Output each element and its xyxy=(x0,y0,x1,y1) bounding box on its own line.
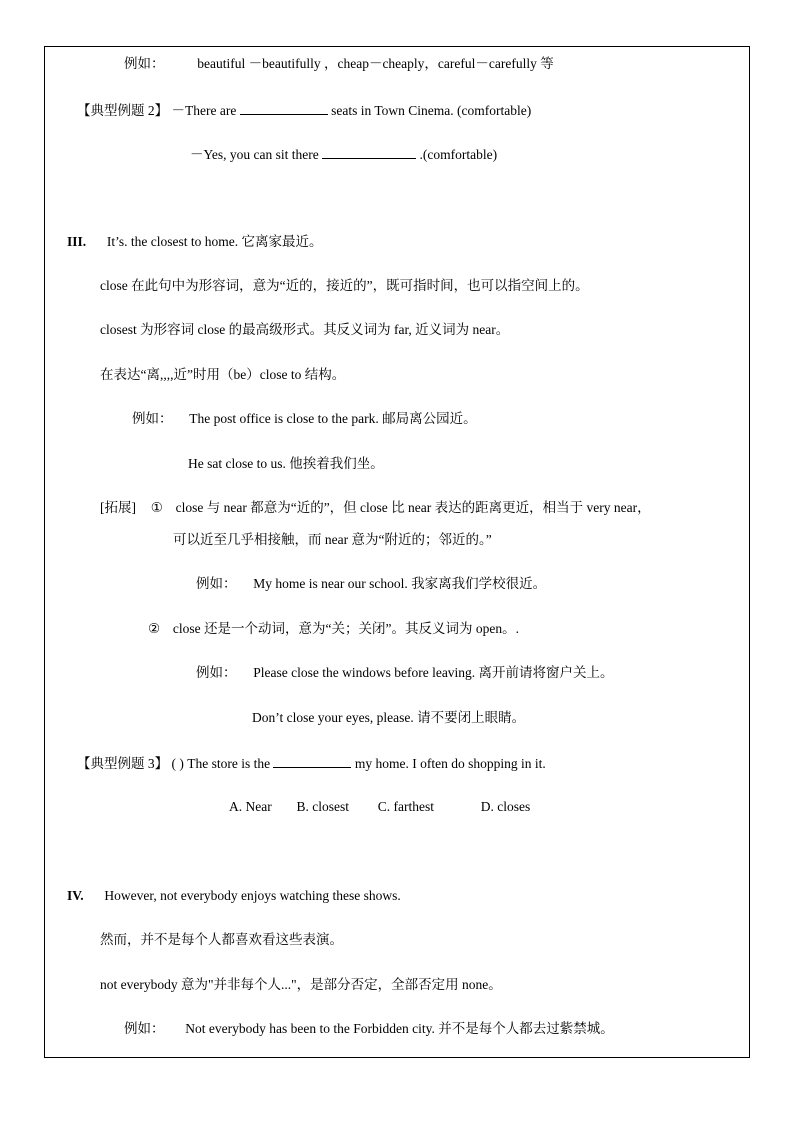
option-b[interactable]: B. closest xyxy=(296,799,349,814)
example-2-question: －There are xyxy=(171,103,237,118)
section-3-number: III. xyxy=(67,234,87,249)
typical-example-2 xyxy=(77,100,531,120)
example-2-label: 【典型例题 2】 xyxy=(77,103,169,118)
extension-2 xyxy=(148,620,519,638)
example-3-label: 【典型例题 3】 xyxy=(77,756,169,771)
section-3-example-1 xyxy=(132,410,477,428)
example-2-answer: －Yes, you can sit there xyxy=(190,147,319,162)
example-label: 例如： xyxy=(124,56,165,71)
content-frame xyxy=(44,46,750,1058)
answer-blank-2[interactable] xyxy=(322,144,416,159)
answer-blank-3[interactable] xyxy=(273,753,351,768)
example-label: 例如： xyxy=(132,411,173,426)
answer-blank-1[interactable] xyxy=(240,100,328,115)
typical-example-2-answer xyxy=(190,144,497,164)
option-d[interactable]: D. closes xyxy=(480,799,531,814)
extension-1-text: close 与 near 都意为“近的”，但 close 比 near 表达的距离更近，相当于 very near， xyxy=(175,500,651,515)
extension-example-2 xyxy=(196,664,614,682)
circled-two: ② xyxy=(148,621,161,636)
circled-one: ① xyxy=(150,500,163,515)
example-label: 例如： xyxy=(196,576,237,591)
option-c[interactable]: C. farthest xyxy=(377,799,434,814)
example-label: 例如： xyxy=(196,665,237,680)
section-4-sentence: However, not everybody enjoys watching these shows. xyxy=(104,888,401,903)
example-3-question: The store is the xyxy=(187,756,271,771)
extension-label: [拓展] xyxy=(100,500,136,515)
section-4-translation: 然而，并不是每个人都喜欢看这些表演。 xyxy=(100,932,343,947)
example-label: 例如： xyxy=(124,1021,165,1036)
section-3-note-c: 在表达“离,,,,近”时用（be）close to 结构。 xyxy=(100,367,346,382)
extension-1-continued: 可以近至几乎相接触，而 near 意为“附近的；邻近的。” xyxy=(173,532,492,547)
answer-parentheses[interactable]: ( ) xyxy=(171,756,184,771)
extension-example-1 xyxy=(196,575,546,593)
example-2-answer-rest: .(comfortable) xyxy=(419,147,498,162)
section-4-example xyxy=(124,1020,614,1038)
section-4-note: not everybody 意为"并非每个人..."，是部分否定，全部否定用 none。 xyxy=(100,977,502,992)
example-3-options xyxy=(229,798,530,816)
example-sentence: Not everybody has been to the Forbidden city. 并不是每个人都去过紫禁城。 xyxy=(185,1021,614,1036)
typical-example-3 xyxy=(77,753,546,773)
section-4-number: IV. xyxy=(67,888,84,903)
section-3-heading xyxy=(67,233,323,251)
section-3-note-b: closest 为形容词 close 的最高级形式。其反义词为 far, 近义词为 near。 xyxy=(100,322,510,337)
section-3-sentence: It’s. the closest to home. 它离家最近。 xyxy=(106,234,323,249)
example-line-1 xyxy=(124,55,554,73)
example-2-question-rest: seats in Town Cinema. (comfortable) xyxy=(331,103,532,118)
extension-2-text: close 还是一个动词，意为“关；关闭”。其反义词为 open。. xyxy=(172,621,519,636)
section-4-heading xyxy=(67,887,401,905)
example-sentence: My home is near our school. 我家离我们学校很近。 xyxy=(253,576,547,591)
example-3-question-rest: my home. I often do shopping in it. xyxy=(354,756,546,771)
example-sentence: Please close the windows before leaving. 离开前请将窗户关上。 xyxy=(253,665,614,680)
adverb-examples: beautiful －beautifully ，cheap－cheaply，careful－carefully 等 xyxy=(197,56,554,71)
section-3-note-a: close 在此句中为形容词，意为“近的，接近的”，既可指时间，也可以指空间上的。 xyxy=(100,278,589,293)
option-a[interactable]: A. Near xyxy=(229,799,272,814)
extension-example-3: Don’t close your eyes, please. 请不要闭上眼睛。 xyxy=(252,710,526,725)
extension-1 xyxy=(100,499,651,517)
section-3-example-2: He sat close to us. 他挨着我们坐。 xyxy=(188,456,384,471)
example-sentence: The post office is close to the park. 邮局离公园近。 xyxy=(189,411,477,426)
